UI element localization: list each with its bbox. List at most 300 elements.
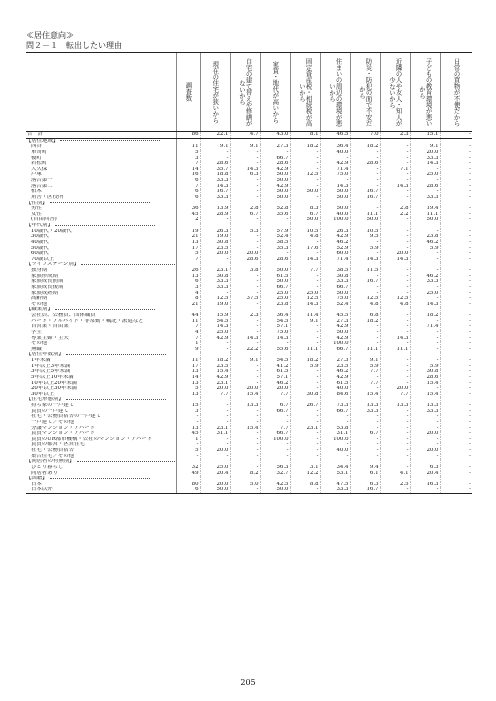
percent-cell: - bbox=[290, 369, 320, 375]
percent-cell: - bbox=[350, 184, 380, 190]
percent-cell: 9.1 bbox=[230, 358, 260, 364]
percent-cell: - bbox=[440, 465, 472, 471]
percent-cell: - bbox=[410, 454, 440, 460]
percent-cell: 11.5 bbox=[350, 268, 380, 274]
sample-count: 6 bbox=[176, 195, 200, 201]
percent-cell: 14.3 bbox=[410, 302, 440, 308]
sample-count: - bbox=[176, 442, 200, 448]
percent-cell: 14.3 bbox=[290, 257, 320, 263]
percent-cell: 31.1 bbox=[200, 431, 230, 437]
percent-cell: 26.3 bbox=[320, 229, 350, 235]
percent-cell: 20.4 bbox=[200, 471, 230, 477]
percent-cell: 33.3 bbox=[320, 279, 350, 285]
percent-cell: - bbox=[290, 178, 320, 184]
percent-cell: - bbox=[440, 471, 472, 477]
percent-cell: - bbox=[230, 217, 260, 223]
percent-cell: - bbox=[290, 240, 320, 246]
row-label-text: 角筈・区役所 bbox=[31, 194, 64, 200]
percent-cell: 42.9 bbox=[200, 336, 230, 342]
percent-cell: - bbox=[440, 313, 472, 319]
percent-cell: - bbox=[440, 386, 472, 392]
percent-cell: - bbox=[290, 167, 320, 173]
percent-cell: - bbox=[440, 487, 472, 493]
percent-cell: - bbox=[380, 420, 410, 426]
percent-cell: 2.5 bbox=[380, 482, 410, 488]
percent-cell: 50.0 bbox=[350, 217, 380, 223]
percent-cell: - bbox=[350, 156, 380, 162]
percent-cell: 11.1 bbox=[410, 212, 440, 218]
row-label-text: 日本以外 bbox=[31, 487, 53, 493]
sample-count: - bbox=[176, 454, 200, 460]
percent-cell: - bbox=[200, 420, 230, 426]
percent-cell: 23.1 bbox=[290, 426, 320, 432]
percent-cell: 46.5 bbox=[320, 132, 350, 139]
sample-count: 13 bbox=[176, 274, 200, 280]
survey-table bbox=[26, 52, 472, 494]
percent-cell: 33.3 bbox=[410, 156, 440, 162]
percent-cell: 71.4 bbox=[320, 257, 350, 263]
sample-count: 9 bbox=[176, 347, 200, 353]
percent-cell: 50.0 bbox=[260, 189, 290, 195]
percent-cell: 40.0 bbox=[320, 150, 350, 156]
row-label-text: 柏木 bbox=[31, 189, 42, 195]
percent-cell: 4.1 bbox=[380, 471, 410, 477]
percent-cell: 37.5 bbox=[230, 296, 260, 302]
section-leader bbox=[50, 477, 150, 479]
column-header bbox=[320, 53, 350, 132]
percent-cell: - bbox=[200, 341, 230, 347]
percent-cell: - bbox=[290, 285, 320, 291]
percent-cell: - bbox=[230, 291, 260, 297]
percent-cell: 33.3 bbox=[410, 195, 440, 201]
percent-cell: - bbox=[350, 291, 380, 297]
sample-count: 19 bbox=[176, 229, 200, 235]
percent-cell: 42.5 bbox=[260, 482, 290, 488]
percent-cell: - bbox=[440, 403, 472, 409]
percent-cell: 12.5 bbox=[290, 172, 320, 178]
row-label-text: 30年以上 bbox=[31, 391, 55, 397]
percent-cell: - bbox=[440, 268, 472, 274]
percent-cell: - bbox=[290, 386, 320, 392]
row-label-text: 箪笥町 bbox=[31, 149, 48, 155]
percent-cell: - bbox=[380, 358, 410, 364]
percent-cell: - bbox=[440, 257, 472, 263]
percent-cell: 7.1 bbox=[380, 167, 410, 173]
percent-cell: - bbox=[380, 234, 410, 240]
percent-cell: - bbox=[380, 172, 410, 178]
percent-cell: 20.4 bbox=[410, 471, 440, 477]
percent-cell: 18.2 bbox=[200, 358, 230, 364]
percent-cell: - bbox=[260, 150, 290, 156]
column-header bbox=[176, 53, 200, 132]
percent-cell: - bbox=[410, 487, 440, 493]
row-label-text: 【国籍】 bbox=[26, 476, 48, 482]
percent-cell: 71.4 bbox=[410, 324, 440, 330]
percent-cell: 36.4 bbox=[260, 313, 290, 319]
percent-cell: - bbox=[200, 414, 230, 420]
percent-cell: 15.9 bbox=[200, 313, 230, 319]
sample-count: 4 bbox=[176, 330, 200, 336]
percent-cell: 50.0 bbox=[290, 217, 320, 223]
percent-cell: - bbox=[440, 431, 472, 437]
percent-cell: 33.3 bbox=[200, 195, 230, 201]
percent-cell: 9.1 bbox=[410, 144, 440, 150]
percent-cell: 20.0 bbox=[410, 150, 440, 156]
percent-cell: 7.7 bbox=[350, 369, 380, 375]
percent-cell: 18.8 bbox=[200, 172, 230, 178]
percent-cell: 14.3 bbox=[410, 161, 440, 167]
total-row bbox=[26, 132, 472, 139]
column-header-label: 調査数 bbox=[184, 82, 193, 102]
percent-cell: 13.3 bbox=[230, 403, 260, 409]
percent-cell: 15.4 bbox=[200, 369, 230, 375]
percent-cell: 20.0 bbox=[260, 386, 290, 392]
sample-count: 14 bbox=[176, 167, 200, 173]
percent-cell: 28.9 bbox=[200, 212, 230, 218]
percent-cell: - bbox=[350, 274, 380, 280]
percent-cell: - bbox=[350, 375, 380, 381]
percent-cell: - bbox=[440, 144, 472, 150]
percent-cell: 61.5 bbox=[260, 369, 290, 375]
percent-cell: - bbox=[290, 442, 320, 448]
percent-cell: - bbox=[350, 386, 380, 392]
percent-cell: 14.3 bbox=[200, 324, 230, 330]
percent-cell: 66.7 bbox=[320, 285, 350, 291]
percent-cell: - bbox=[440, 420, 472, 426]
percent-cell: 38.5 bbox=[260, 240, 290, 246]
row-label-text: その他 bbox=[31, 301, 48, 307]
percent-cell: 28.6 bbox=[260, 257, 290, 263]
percent-cell: 14.3 bbox=[380, 257, 410, 263]
percent-cell: - bbox=[440, 132, 472, 139]
row-label-text: 【居住年数別】 bbox=[26, 352, 64, 358]
percent-cell: 66.7 bbox=[260, 285, 290, 291]
percent-cell: - bbox=[440, 364, 472, 370]
percent-cell: - bbox=[440, 302, 472, 308]
row-label-text: 独身期 bbox=[31, 268, 48, 273]
percent-cell: - bbox=[350, 437, 380, 443]
percent-cell: - bbox=[380, 341, 410, 347]
percent-cell: - bbox=[440, 426, 472, 432]
percent-cell: - bbox=[350, 178, 380, 184]
percent-cell: 14.3 bbox=[260, 336, 290, 342]
sample-count: 4 bbox=[176, 291, 200, 297]
percent-cell: 33.3 bbox=[410, 409, 440, 415]
row-label-text: 家族成長前期 bbox=[31, 279, 64, 285]
percent-cell: - bbox=[290, 375, 320, 381]
percent-cell: - bbox=[290, 184, 320, 190]
percent-cell: - bbox=[440, 240, 472, 246]
percent-cell: - bbox=[200, 217, 230, 223]
sample-count: 32 bbox=[176, 465, 200, 471]
row-label-text: 戸塚 bbox=[31, 172, 42, 178]
percent-cell: 19.4 bbox=[410, 206, 440, 212]
percent-cell: 6.7 bbox=[230, 212, 260, 218]
percent-cell: - bbox=[350, 336, 380, 342]
percent-cell: - bbox=[440, 195, 472, 201]
percent-cell: - bbox=[380, 319, 410, 325]
percent-cell: 25.0 bbox=[200, 330, 230, 336]
section-leader bbox=[55, 308, 155, 310]
percent-cell: - bbox=[350, 414, 380, 420]
percent-cell: - bbox=[380, 189, 410, 195]
percent-cell: 10.5 bbox=[350, 229, 380, 235]
row-label-text: 同居者あり bbox=[31, 470, 58, 476]
percent-cell: 50.0 bbox=[260, 268, 290, 274]
percent-cell: - bbox=[440, 178, 472, 184]
percent-cell: - bbox=[200, 437, 230, 443]
percent-cell: - bbox=[380, 442, 410, 448]
row-label-text: 西谷 bbox=[31, 144, 42, 150]
percent-cell: 20.0 bbox=[230, 386, 260, 392]
percent-cell: 47.5 bbox=[320, 482, 350, 488]
percent-cell: 46.2 bbox=[410, 274, 440, 280]
column-header-label: 近隣の人や友人・知人が少ないから bbox=[388, 57, 403, 127]
percent-cell: - bbox=[320, 156, 350, 162]
percent-cell: 15.1 bbox=[410, 132, 440, 139]
percent-cell: 17.6 bbox=[290, 246, 320, 252]
percent-cell: - bbox=[440, 285, 472, 291]
percent-cell: 75.0 bbox=[320, 296, 350, 302]
percent-cell: 50.0 bbox=[320, 189, 350, 195]
percent-cell: 18.2 bbox=[350, 144, 380, 150]
percent-cell: 25.0 bbox=[200, 465, 230, 471]
percent-cell: - bbox=[410, 330, 440, 336]
percent-cell: - bbox=[230, 279, 260, 285]
percent-cell: 25.0 bbox=[260, 296, 290, 302]
percent-cell: - bbox=[440, 414, 472, 420]
column-header-label: 防災・防犯の面で不安だから bbox=[358, 57, 373, 127]
percent-cell: 42.9 bbox=[320, 336, 350, 342]
percent-cell: - bbox=[230, 330, 260, 336]
sample-count: - bbox=[176, 414, 200, 420]
percent-cell: 75.0 bbox=[320, 172, 350, 178]
percent-cell: - bbox=[440, 437, 472, 443]
percent-cell: 27.3 bbox=[320, 319, 350, 325]
percent-cell: 9.1 bbox=[230, 144, 260, 150]
percent-cell: - bbox=[380, 195, 410, 201]
percent-cell: - bbox=[230, 274, 260, 280]
percent-cell: - bbox=[350, 324, 380, 330]
section-leader bbox=[60, 139, 160, 141]
percent-cell: - bbox=[410, 285, 440, 291]
percent-cell: 54.5 bbox=[200, 319, 230, 325]
percent-cell: - bbox=[290, 420, 320, 426]
percent-cell: - bbox=[230, 375, 260, 381]
percent-cell: - bbox=[290, 448, 320, 454]
percent-cell: - bbox=[440, 172, 472, 178]
percent-cell: - bbox=[290, 156, 320, 162]
percent-cell: 25.0 bbox=[410, 291, 440, 297]
row-label-text: 専業主婦・主夫 bbox=[31, 335, 69, 341]
sample-count: 11 bbox=[176, 358, 200, 364]
percent-cell: 73.3 bbox=[320, 403, 350, 409]
percent-cell: - bbox=[440, 189, 472, 195]
percent-cell: - bbox=[410, 251, 440, 257]
percent-cell: - bbox=[230, 234, 260, 240]
percent-cell: 52.9 bbox=[320, 246, 350, 252]
percent-cell: - bbox=[380, 240, 410, 246]
percent-cell: - bbox=[230, 465, 260, 471]
sample-count: 6 bbox=[176, 279, 200, 285]
percent-cell: - bbox=[350, 285, 380, 291]
row-label-text: 賃貸のUR都市機構・公社のマンション・アパート bbox=[31, 436, 153, 442]
percent-cell: - bbox=[440, 324, 472, 330]
percent-cell: - bbox=[290, 161, 320, 167]
sample-count: 49 bbox=[176, 471, 200, 477]
percent-cell: 12.2 bbox=[290, 471, 320, 477]
sample-count: 11 bbox=[176, 144, 200, 150]
percent-cell: 12.5 bbox=[200, 296, 230, 302]
percent-cell: - bbox=[440, 184, 472, 190]
row-label-text: 女性 bbox=[31, 211, 42, 217]
percent-cell: - bbox=[260, 341, 290, 347]
row-label-text: 【職業別】 bbox=[26, 307, 53, 313]
percent-cell: - bbox=[350, 448, 380, 454]
sample-count: 45 bbox=[176, 212, 200, 218]
percent-cell: - bbox=[230, 437, 260, 443]
table-row bbox=[26, 487, 472, 493]
percent-cell: - bbox=[440, 274, 472, 280]
percent-cell: 15.4 bbox=[410, 381, 440, 387]
row-label-text: 自営業・自由業 bbox=[31, 324, 69, 330]
percent-cell: - bbox=[410, 296, 440, 302]
percent-cell: 42.9 bbox=[320, 324, 350, 330]
section-leader bbox=[50, 201, 150, 203]
sample-count: 8 bbox=[176, 296, 200, 302]
percent-cell: - bbox=[440, 341, 472, 347]
percent-cell: - bbox=[230, 178, 260, 184]
percent-cell: - bbox=[410, 257, 440, 263]
section-leader bbox=[81, 263, 176, 265]
percent-cell: - bbox=[380, 144, 410, 150]
percent-cell: - bbox=[200, 347, 230, 353]
percent-cell: 2.8 bbox=[380, 206, 410, 212]
percent-cell: - bbox=[320, 454, 350, 460]
row-label-text: 【年代別】 bbox=[26, 223, 53, 228]
sample-count: 13 bbox=[176, 240, 200, 246]
percent-cell: - bbox=[230, 189, 260, 195]
sample-count: 13 bbox=[176, 381, 200, 387]
percent-cell: - bbox=[440, 217, 472, 223]
percent-cell: - bbox=[350, 454, 380, 460]
percent-cell: - bbox=[380, 448, 410, 454]
row-label-text: 社宅・公務員宿舎 bbox=[31, 448, 75, 453]
percent-cell: 20.0 bbox=[230, 251, 260, 257]
sample-count: 7 bbox=[176, 336, 200, 342]
percent-cell: 66.7 bbox=[260, 431, 290, 437]
percent-cell: 20.0 bbox=[200, 251, 230, 257]
percent-cell: - bbox=[440, 381, 472, 387]
percent-cell: - bbox=[380, 178, 410, 184]
percent-cell: 15.4 bbox=[230, 392, 260, 398]
percent-cell: 7.0 bbox=[350, 132, 380, 139]
percent-cell: 6.1 bbox=[350, 471, 380, 477]
percent-cell: - bbox=[230, 448, 260, 454]
percent-cell: 32.7 bbox=[260, 471, 290, 477]
percent-cell: - bbox=[260, 454, 290, 460]
percent-cell: - bbox=[410, 420, 440, 426]
row-label-text: 学生 bbox=[31, 329, 42, 335]
percent-cell: 46.2 bbox=[320, 369, 350, 375]
percent-cell: - bbox=[440, 161, 472, 167]
percent-cell: - bbox=[410, 229, 440, 235]
row-label-text: パート・アルバイト・非常勤・嘱託・派遣など bbox=[31, 318, 144, 324]
sample-count: 6 bbox=[176, 487, 200, 493]
percent-cell: 33.3 bbox=[350, 409, 380, 415]
percent-cell: 19.0 bbox=[200, 302, 230, 308]
percent-cell: 66.7 bbox=[260, 409, 290, 415]
percent-cell: 14.3 bbox=[380, 184, 410, 190]
row-label-text: 日本 bbox=[31, 481, 42, 487]
percent-cell: 15.4 bbox=[230, 426, 260, 432]
percent-cell: - bbox=[380, 246, 410, 252]
percent-cell: - bbox=[440, 358, 472, 364]
row-label bbox=[26, 262, 176, 268]
percent-cell: - bbox=[260, 217, 290, 223]
percent-cell: 75.0 bbox=[260, 330, 290, 336]
percent-cell: 18.2 bbox=[290, 144, 320, 150]
percent-cell: - bbox=[230, 369, 260, 375]
percent-cell: - bbox=[410, 426, 440, 432]
percent-cell: 50.0 bbox=[320, 330, 350, 336]
page-number: 205 bbox=[240, 678, 256, 687]
percent-cell: - bbox=[260, 420, 290, 426]
percent-cell: - bbox=[380, 487, 410, 493]
percent-cell: 4.7 bbox=[230, 132, 260, 139]
percent-cell: 8.1 bbox=[290, 132, 320, 139]
percent-cell: 50.0 bbox=[260, 172, 290, 178]
sample-count: 3 bbox=[176, 285, 200, 291]
sample-count: 21 bbox=[176, 234, 200, 240]
percent-cell: - bbox=[290, 251, 320, 257]
percent-cell: - bbox=[440, 482, 472, 488]
percent-cell: - bbox=[410, 386, 440, 392]
percent-cell: 35.3 bbox=[260, 246, 290, 252]
percent-cell: 30.8 bbox=[320, 274, 350, 280]
percent-cell: 15.4 bbox=[410, 392, 440, 398]
percent-cell: 56.3 bbox=[260, 465, 290, 471]
percent-cell: 18.2 bbox=[290, 358, 320, 364]
percent-cell: 12.5 bbox=[290, 296, 320, 302]
percent-cell: 30.8 bbox=[200, 240, 230, 246]
percent-cell: 35.6 bbox=[260, 212, 290, 218]
sample-count: 16 bbox=[176, 172, 200, 178]
percent-cell: - bbox=[380, 217, 410, 223]
percent-cell: 60.0 bbox=[320, 251, 350, 257]
percent-cell: - bbox=[380, 285, 410, 291]
row-label-text: 賃貸マンション・アパート bbox=[31, 431, 96, 437]
sample-count: 13 bbox=[176, 392, 200, 398]
column-header-label: 子どもの教育環境が悪いから bbox=[418, 57, 433, 127]
percent-cell: - bbox=[200, 150, 230, 156]
percent-cell: - bbox=[200, 454, 230, 460]
percent-cell: - bbox=[380, 369, 410, 375]
percent-cell: 16.3 bbox=[410, 482, 440, 488]
percent-cell: 30.8 bbox=[290, 392, 320, 398]
percent-cell: 20.0 bbox=[410, 448, 440, 454]
percent-cell: 22.2 bbox=[230, 347, 260, 353]
percent-cell: 6.7 bbox=[290, 212, 320, 218]
percent-cell: 14.3 bbox=[290, 302, 320, 308]
sample-count: 86 bbox=[176, 132, 200, 139]
sample-count: 17 bbox=[176, 364, 200, 370]
percent-cell: - bbox=[350, 150, 380, 156]
percent-cell: - bbox=[230, 414, 260, 420]
column-header-label: 家賃・地代が高いから bbox=[271, 61, 280, 123]
column-header-label: 自宅の建て替えや修繕がないから bbox=[238, 57, 253, 127]
percent-cell: 11.1 bbox=[380, 347, 410, 353]
